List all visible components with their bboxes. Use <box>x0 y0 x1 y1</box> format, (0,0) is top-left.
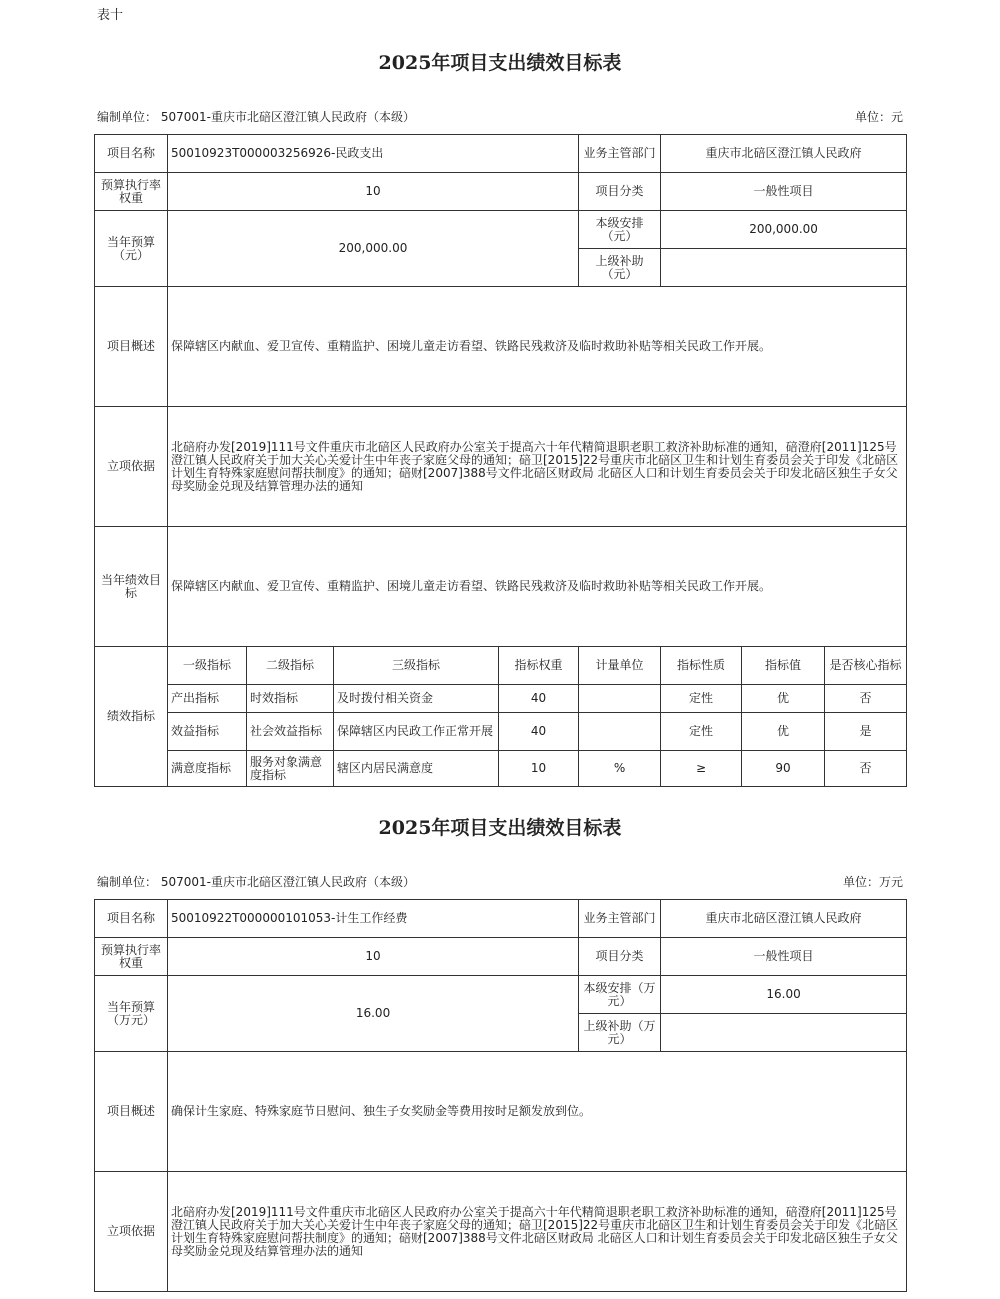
overview-label: 项目概述 <box>95 287 168 407</box>
project-name-label: 项目名称 <box>95 135 168 173</box>
local-budget-value: 16.00 <box>661 976 907 1014</box>
indicator-header: 是否核心指标 <box>825 647 907 685</box>
execution-weight-label: 预算执行率权重 <box>95 173 168 211</box>
unit-label: 单位：万元 <box>842 875 903 889</box>
indicator-cell: % <box>579 751 661 787</box>
budget-label: 当年预算（万元） <box>95 976 168 1052</box>
org-value: 507001-重庆市北碚区澄江镇人民政府（本级） <box>160 875 415 889</box>
org-label: 编制单位： <box>97 875 158 889</box>
superior-subsidy-label: 上级补助（元） <box>579 249 661 287</box>
indicator-cell: 40 <box>499 685 579 713</box>
table-row <box>95 751 907 787</box>
indicators-label: 绩效指标 <box>95 647 168 787</box>
table-number-label: 表十 <box>97 8 124 23</box>
indicator-header: 指标性质 <box>661 647 742 685</box>
superior-subsidy-value <box>661 249 907 287</box>
category-label: 项目分类 <box>579 938 661 976</box>
basis-value: 北碚府办发[2019]111号文件重庆市北碚区人民政府办公室关于提高六十年代精简退职老职工救济补助标准的通知，碚澄府[2011]125号澄江镇人民政府关于加大关心关爱计生中年丧子家庭父母的通知；碚卫[2015]22号重庆市北碚区卫生和计划生育委员会关于印发《北碚区计划生育特殊家庭慰问帮扶制度》的通知；碚财[2007]388号文件北碚区财政局 北碚区人口和计划生育委员会关于印发北碚区独生子女父母奖励金兑现及结算管理办法的通知 <box>168 407 907 527</box>
overview-value: 确保计生家庭、特殊家庭节日慰问、独生子女奖励金等费用按时足额发放到位。 <box>168 1052 907 1172</box>
indicator-cell: 辖区内居民满意度 <box>334 751 499 787</box>
form-title: 2025年项目支出绩效目标表 <box>378 52 622 74</box>
department-value: 重庆市北碚区澄江镇人民政府 <box>661 135 907 173</box>
indicator-cell: 40 <box>499 713 579 751</box>
indicator-cell: ≥ <box>661 751 742 787</box>
project-name-value: 50010923T000003256926-民政支出 <box>168 135 579 173</box>
category-value: 一般性项目 <box>661 938 907 976</box>
indicator-cell: 保障辖区内民政工作正常开展 <box>334 713 499 751</box>
indicator-header: 二级指标 <box>247 647 334 685</box>
project-name-value: 50010922T000000101053-计生工作经费 <box>168 900 579 938</box>
goal-label: 当年绩效目标 <box>95 527 168 647</box>
department-label: 业务主管部门 <box>579 135 661 173</box>
indicator-cell: 定性 <box>661 685 742 713</box>
table-row <box>95 685 907 713</box>
form-meta <box>97 873 903 890</box>
indicator-cell: 否 <box>825 685 907 713</box>
indicator-cell: 优 <box>742 713 825 751</box>
execution-weight-label: 预算执行率权重 <box>95 938 168 976</box>
form-meta <box>97 108 903 125</box>
superior-subsidy-label: 上级补助（万元） <box>579 1014 661 1052</box>
indicator-cell: 90 <box>742 751 825 787</box>
indicator-cell <box>579 713 661 751</box>
indicator-header: 指标权重 <box>499 647 579 685</box>
table-row <box>95 713 907 751</box>
org-label: 编制单位： <box>97 110 158 124</box>
indicator-cell: 是 <box>825 713 907 751</box>
org-value: 507001-重庆市北碚区澄江镇人民政府（本级） <box>160 110 415 124</box>
project-name-label: 项目名称 <box>95 900 168 938</box>
department-label: 业务主管部门 <box>579 900 661 938</box>
budget-label: 当年预算（元） <box>95 211 168 287</box>
indicator-cell: 10 <box>499 751 579 787</box>
category-label: 项目分类 <box>579 173 661 211</box>
budget-value: 16.00 <box>168 976 579 1052</box>
indicator-cell: 效益指标 <box>168 713 247 751</box>
indicator-cell: 满意度指标 <box>168 751 247 787</box>
local-budget-label: 本级安排（元） <box>579 211 661 249</box>
indicator-cell: 产出指标 <box>168 685 247 713</box>
department-value: 重庆市北碚区澄江镇人民政府 <box>661 900 907 938</box>
indicator-cell: 及时拨付相关资金 <box>334 685 499 713</box>
basis-label: 立项依据 <box>95 1172 168 1292</box>
overview-value: 保障辖区内献血、爱卫宣传、重精监护、困境儿童走访看望、铁路民残救济及临时救助补贴等相关民政工作开展。 <box>168 287 907 407</box>
performance-table <box>94 134 907 787</box>
indicator-cell: 服务对象满意度指标 <box>247 751 334 787</box>
indicator-cell: 否 <box>825 751 907 787</box>
superior-subsidy-value <box>661 1014 907 1052</box>
indicator-header: 计量单位 <box>579 647 661 685</box>
indicator-cell: 时效指标 <box>247 685 334 713</box>
indicator-cell <box>579 685 661 713</box>
indicator-header: 指标值 <box>742 647 825 685</box>
basis-label: 立项依据 <box>95 407 168 527</box>
overview-label: 项目概述 <box>95 1052 168 1172</box>
category-value: 一般性项目 <box>661 173 907 211</box>
execution-weight-value: 10 <box>168 173 579 211</box>
indicator-cell: 定性 <box>661 713 742 751</box>
unit-label: 单位：元 <box>854 110 903 124</box>
indicator-cell: 社会效益指标 <box>247 713 334 751</box>
form-title: 2025年项目支出绩效目标表 <box>378 817 622 839</box>
indicator-cell: 优 <box>742 685 825 713</box>
local-budget-label: 本级安排（万元） <box>579 976 661 1014</box>
goal-value: 保障辖区内献血、爱卫宣传、重精监护、困境儿童走访看望、铁路民残救济及临时救助补贴等相关民政工作开展。 <box>168 527 907 647</box>
budget-value: 200,000.00 <box>168 211 579 287</box>
indicator-header: 一级指标 <box>168 647 247 685</box>
execution-weight-value: 10 <box>168 938 579 976</box>
basis-value: 北碚府办发[2019]111号文件重庆市北碚区人民政府办公室关于提高六十年代精简退职老职工救济补助标准的通知，碚澄府[2011]125号澄江镇人民政府关于加大关心关爱计生中年丧子家庭父母的通知；碚卫[2015]22号重庆市北碚区卫生和计划生育委员会关于印发《北碚区计划生育特殊家庭慰问帮扶制度》的通知；碚财[2007]388号文件北碚区财政局 北碚区人口和计划生育委员会关于印发北碚区独生子女父母奖励金兑现及结算管理办法的通知 <box>168 1172 907 1292</box>
performance-table <box>94 899 907 1292</box>
local-budget-value: 200,000.00 <box>661 211 907 249</box>
indicator-header: 三级指标 <box>334 647 499 685</box>
